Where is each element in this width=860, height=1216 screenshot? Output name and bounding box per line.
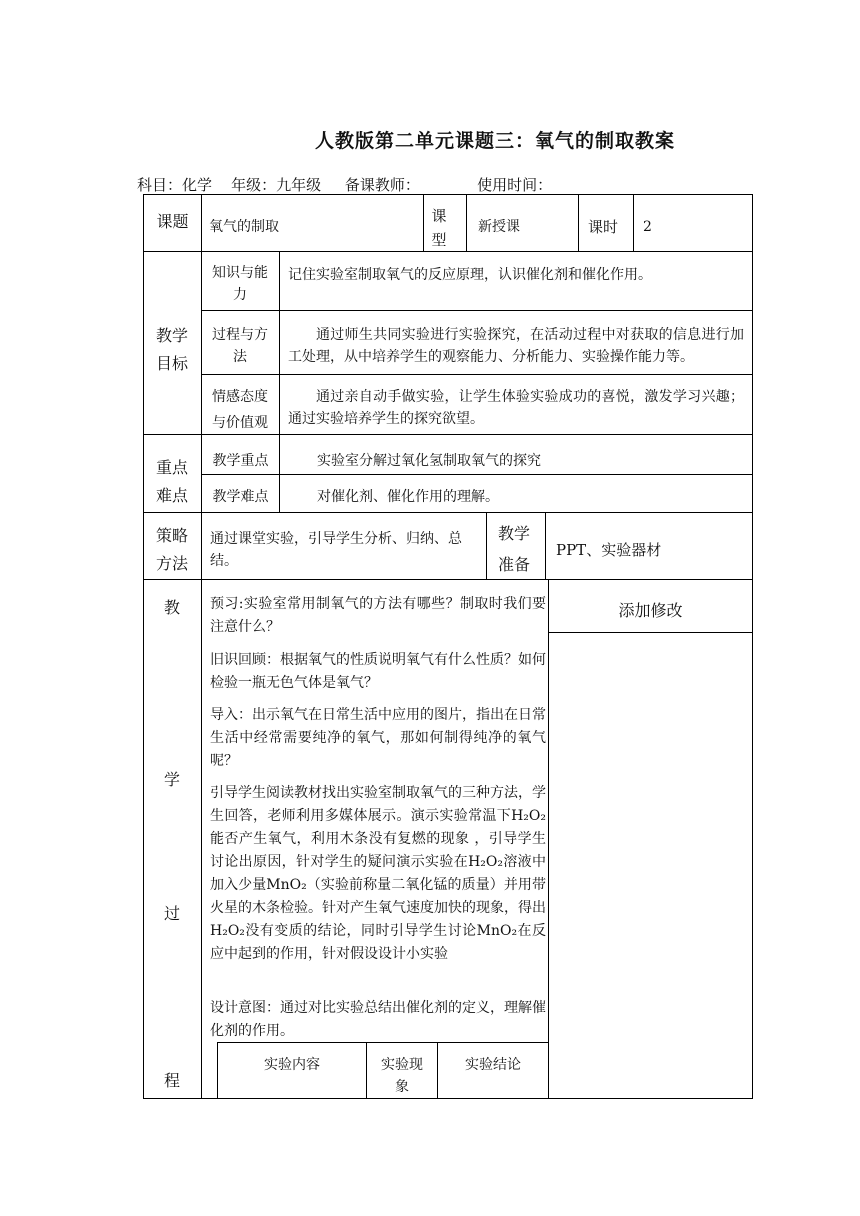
process-label-char: 教 — [163, 598, 180, 617]
hours-value: 2 — [643, 219, 652, 235]
experiment-header-phenomenon: 实验现象 — [381, 1057, 423, 1095]
process-paragraph-demo: 引导学生阅读教材找出实验室制取氧气的三种方法，学生回答，老师利用多媒体展示。演示实验常温下H₂O₂能否产生氧气，利用木条没有复燃的现象 ，引导学生讨论出原因，针对学生的疑问演示实验在H₂O₂溶液中加入少量MnO₂（实验前称量二氧化锰的质量）并用带火星的木条检验。针对产生氧气速度加快的现象，得出H₂O₂没有变质的结论，同时引导学生讨论MnO₂在反应中起到的作用，针对假设设计小实验 — [210, 785, 546, 962]
type-label: 课型 — [431, 207, 447, 249]
objective-text-process: 通过师生共同实验进行实验探究，在活动过程中对获取的信息进行加工处理，从中培养学生的观察能力、分析能力、实验操作能力等。 — [288, 327, 744, 365]
experiment-header-content: 实验内容 — [264, 1057, 320, 1073]
prep-text: PPT、实验器材 — [556, 541, 662, 559]
key-point-text: 实验室分解过氧化氢制取氧气的探究 — [317, 453, 541, 469]
process-paragraph-intro: 导入：出示氧气在日常生活中应用的图片，指出在日常生活中经常需要纯净的氧气，那如何制得纯净的氧气呢？ — [210, 707, 546, 769]
process-label-char: 过 — [163, 904, 180, 923]
experiment-header-conclusion: 实验结论 — [465, 1057, 521, 1073]
process-paragraph-review: 旧识回顾：根据氧气的性质说明氧气有什么性质？如何检验一瓶无色气体是氧气？ — [210, 652, 546, 691]
process-label-char: 程 — [163, 1071, 180, 1090]
type-value: 新授课 — [478, 219, 520, 235]
objective-label-process: 过程与方法 — [212, 327, 268, 365]
objectives-label: 教学目标 — [155, 326, 188, 373]
objective-label-attitude: 情感态度与价值观 — [212, 389, 268, 431]
difficulty-text: 对催化剂、催化作用的理解。 — [317, 489, 499, 505]
key-points-label: 重点难点 — [155, 458, 188, 505]
topic-label: 课题 — [156, 212, 189, 231]
key-point-label: 教学重点 — [212, 453, 269, 469]
prep-label: 教学准备 — [497, 524, 530, 574]
modification-header: 添加修改 — [618, 601, 683, 620]
objective-label-knowledge: 知识与能力 — [212, 265, 268, 303]
objective-text-attitude: 通过亲自动手做实验，让学生体验实验成功的喜悦，激发学习兴趣；通过实验培养学生的探究欲望。 — [288, 389, 744, 427]
process-paragraph-intent: 设计意图：通过对比实验总结出催化剂的定义，理解催化剂的作用。 — [210, 1000, 546, 1039]
process-label-char: 学 — [163, 770, 180, 789]
topic-value: 氧气的制取 — [209, 219, 279, 235]
objective-text-knowledge: 记住实验室制取氧气的反应原理，认识催化剂和催化作用。 — [288, 267, 652, 283]
meta-line: 科目：化学 年级：九年级 备课教师： 使用时间： — [137, 176, 553, 194]
strategy-label: 策略方法 — [155, 526, 188, 573]
process-paragraph-preview: 预习:实验室常用制氧气的方法有哪些？制取时我们要注意什么？ — [210, 596, 546, 635]
hours-label: 课时 — [588, 218, 619, 236]
document-title: 人教版第二单元课题三：氧气的制取教案 — [314, 130, 675, 152]
difficulty-label: 教学难点 — [212, 489, 269, 505]
strategy-text: 通过课堂实验，引导学生分析、归纳、总结。 — [210, 531, 462, 569]
